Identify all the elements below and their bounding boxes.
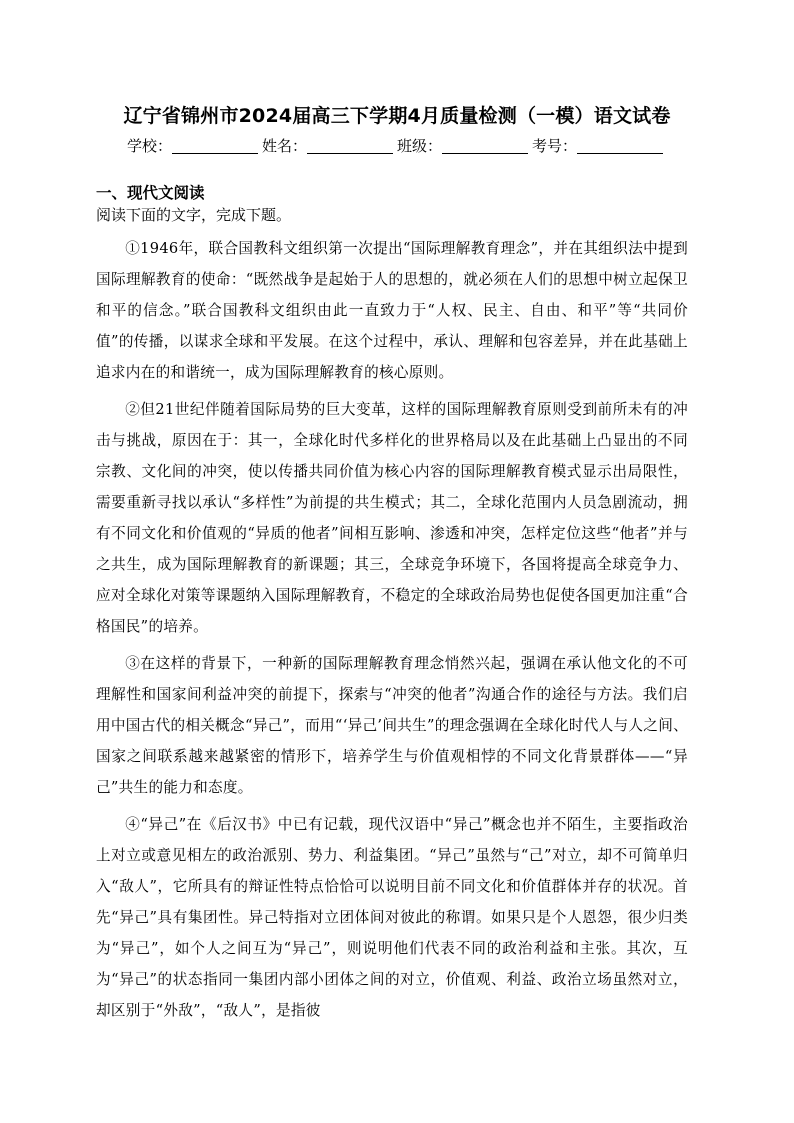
reading-passage [96,233,688,1032]
class-blank[interactable] [442,137,528,154]
section-heading: 一、现代文阅读 [96,184,205,202]
document-title: 辽宁省锦州市2024届高三下学期4月质量检测（一模）语文试卷 [123,105,671,127]
student-info-line [0,135,794,157]
class-label: 班级： [397,137,443,155]
school-label: 学校： [126,137,172,155]
name-blank[interactable] [307,137,393,154]
id-label: 考号： [532,137,578,155]
name-label: 姓名： [261,137,307,155]
paragraph-3: ③在这样的背景下，一种新的国际理解教育理念悄然兴起，强调在承认他文化的不可理解性和国家间利益冲突的前提下，探索与“冲突的他者”沟通合作的途径与方法。我们启用中国古代的相关概念“异己”，而用“‘异己’间共生”的理念强调在全球化时代人与人之间、国家之间联系越来越紧密的情形下，培养学生与价值观相悖的不同文化背景群体——“异己”共生的能力和态度。 [96,655,688,796]
school-blank[interactable] [172,137,258,154]
instruction: 阅读下面的文字，完成下题。 [96,206,292,224]
id-blank[interactable] [577,137,663,154]
paragraph-2: ②但21世纪伴随着国际局势的巨大变革，这样的国际理解教育原则受到前所未有的冲击与挑战，原因在于：其一，全球化时代多样化的世界格局以及在此基础上凸显出的不同宗教、文化间的冲突，使以传播共同价值为核心内容的国际理解教育模式显示出局限性，需要重新寻找以承认“多样性”为前提的共生模式；其二，全球化范围内人员急剧流动，拥有不同文化和价值观的“异质的他者”间相互影响、渗透和冲突，怎样定位这些“他者”并与之共生，成为国际理解教育的新课题；其三，全球竞争环境下，各国将提高全球竞争力、应对全球化对策等课题纳入国际理解教育，不稳定的全球政治局势也促使各国更加注重“合格国民”的培养。 [96,401,688,635]
paragraph-1: ①1946年，联合国教科文组织第一次提出“国际理解教育理念”，并在其组织法中提到国际理解教育的使命：“既然战争是起始于人的思想的，就必须在人们的思想中树立起保卫和平的信念。”联合国教科文组织由此一直致力于“人权、民主、自由、和平”等“共同价值”的传播，以谋求全球和平发展。在这个过程中，承认、理解和包容差异，并在此基础上追求内在的和谐统一，成为国际理解教育的核心原则。 [96,240,688,381]
paragraph-4: ④“异己”在《后汉书》中已有记载，现代汉语中“异己”概念也并不陌生，主要指政治上对立或意见相左的政治派别、势力、利益集团。“异己”虽然与“己”对立，却不可简单归入“敌人”，它所具有的辩证性特点恰恰可以说明目前不同文化和价值群体并存的状况。首先“异己”具有集团性。异己特指对立团体间对彼此的称谓。如果只是个人恩怨，很少归类为“异己”，如个人之间互为“异己”，则说明他们代表不同的政治利益和主张。其次，互为“异己”的状态指同一集团内部小团体之间的对立，价值观、利益、政治立场虽然对立，却区别于“外敌”，“敌人”，是指彼 [96,816,688,1019]
